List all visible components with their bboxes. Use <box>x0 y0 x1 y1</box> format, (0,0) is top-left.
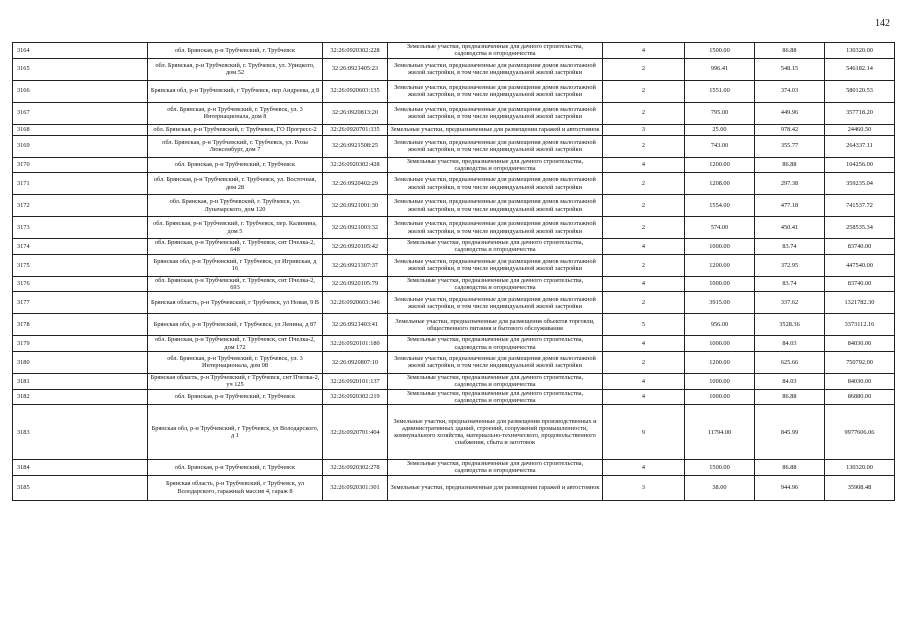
table-row <box>13 217 895 239</box>
address-cell: обл. Брянская, р-н Трубчевский, г. Трубчевск <box>148 43 323 59</box>
purpose-code-cell: 4 <box>603 43 685 59</box>
area-cell: 574.00 <box>685 217 755 239</box>
purpose-code-cell: 2 <box>603 135 685 157</box>
purpose-code-cell: 2 <box>603 173 685 195</box>
specific-value-cell: 297.38 <box>755 173 825 195</box>
area-cell: 743.00 <box>685 135 755 157</box>
row-number-cell: 3167 <box>13 102 148 124</box>
area-cell: 1200.00 <box>685 254 755 276</box>
area-cell: 1551.00 <box>685 80 755 102</box>
table-row <box>13 254 895 276</box>
cadastral-number-cell: 32:26:0921405:23 <box>323 58 388 80</box>
cadastral-value-cell: 580120.53 <box>825 80 895 102</box>
purpose-code-cell: 2 <box>603 351 685 373</box>
specific-value-cell: 978.42 <box>755 124 825 135</box>
purpose-code-cell: 4 <box>603 389 685 405</box>
address-cell: обл. Брянская, р-н Трубчевский, г. Трубчевск <box>148 389 323 405</box>
address-cell: обл. Брянская, р-н Трубчевский, г. Трубчевск <box>148 460 323 476</box>
cadastral-value-cell: 359235.04 <box>825 173 895 195</box>
cadastral-value-cell: 35908.48 <box>825 475 895 500</box>
purpose-code-cell: 2 <box>603 254 685 276</box>
area-cell: 1000.00 <box>685 373 755 389</box>
land-purpose-cell: Земельные участки, предназначенные для размещения домов малоэтажной жилой застройки, в том числе индивидуальной жилой застройки <box>388 217 603 239</box>
area-cell: 1500.00 <box>685 43 755 59</box>
specific-value-cell: 84.03 <box>755 373 825 389</box>
table-row <box>13 314 895 336</box>
purpose-code-cell: 2 <box>603 80 685 102</box>
address-cell: обл. Брянская, р-н Трубчевский, г. Трубчевск, ул. 3 Интернационала, дом 8 <box>148 102 323 124</box>
specific-value-cell: 625.66 <box>755 351 825 373</box>
cadastral-number-cell: 32:26:0920701:335 <box>323 124 388 135</box>
specific-value-cell: 450.41 <box>755 217 825 239</box>
area-cell: 1200.00 <box>685 157 755 173</box>
specific-value-cell: 845.99 <box>755 405 825 460</box>
cadastral-number-cell: 32:26:0920302:428 <box>323 157 388 173</box>
cadastral-number-cell: 32:26:0920101:137 <box>323 373 388 389</box>
specific-value-cell: 355.77 <box>755 135 825 157</box>
row-number-cell: 3177 <box>13 292 148 314</box>
address-cell: Брянская обл, р-н Трубчевский, г Трубчевск, ул Ленина, д 87 <box>148 314 323 336</box>
cadastral-value-cell: 357718.20 <box>825 102 895 124</box>
cadastral-value-cell: 546182.14 <box>825 58 895 80</box>
row-number-cell: 3178 <box>13 314 148 336</box>
purpose-code-cell: 9 <box>603 405 685 460</box>
row-number-cell: 3168 <box>13 124 148 135</box>
land-parcel-table <box>12 42 895 501</box>
specific-value-cell: 83.74 <box>755 239 825 255</box>
row-number-cell: 3181 <box>13 373 148 389</box>
row-number-cell: 3176 <box>13 276 148 292</box>
table-row <box>13 195 895 217</box>
area-cell: 1000.00 <box>685 239 755 255</box>
cadastral-value-cell: 84030.00 <box>825 336 895 352</box>
address-cell: обл. Брянская, р-н Трубчевский, г. Трубчевск, ул. Восточная, дом 28 <box>148 173 323 195</box>
row-number-cell: 3179 <box>13 336 148 352</box>
area-cell: 956.00 <box>685 314 755 336</box>
cadastral-number-cell: 32:26:0921403:41 <box>323 314 388 336</box>
land-purpose-cell: Земельные участки, предназначенные для размещения производственных и административных зданий, строений, сооружений промышленности, коммунального хозяйства, материально-технического, продовольственного снабжения, сбыта и заготовок <box>388 405 603 460</box>
area-cell: 25.00 <box>685 124 755 135</box>
table-row <box>13 351 895 373</box>
area-cell: 11794.00 <box>685 405 755 460</box>
cadastral-value-cell: 9977606.06 <box>825 405 895 460</box>
cadastral-number-cell: 32:26:0921001:30 <box>323 195 388 217</box>
table-row <box>13 276 895 292</box>
address-cell: обл. Брянская, р-н Трубчевский, г. Трубчевск <box>148 157 323 173</box>
land-purpose-cell: Земельные участки, предназначенные для размещения домов малоэтажной жилой застройки, в том числе индивидуальной жилой застройки <box>388 173 603 195</box>
area-cell: 1200.00 <box>685 351 755 373</box>
specific-value-cell: 374.03 <box>755 80 825 102</box>
land-purpose-cell: Земельные участки, предназначенные для дачного строительства, садоводства и огородничества <box>388 336 603 352</box>
cadastral-value-cell: 84030.00 <box>825 373 895 389</box>
specific-value-cell: 86.88 <box>755 43 825 59</box>
cadastral-number-cell: 32:26:0920301:301 <box>323 475 388 500</box>
specific-value-cell: 86.88 <box>755 389 825 405</box>
address-cell: обл. Брянская, р-н Трубчевский, г. Трубчевск, снт Пчелка-2, 693 <box>148 276 323 292</box>
table-row <box>13 389 895 405</box>
purpose-code-cell: 2 <box>603 58 685 80</box>
purpose-code-cell: 5 <box>603 314 685 336</box>
address-cell: Брянская обл, р-н Трубчевский, г Трубчевск, пер Андреева, д 8 <box>148 80 323 102</box>
cadastral-number-cell: 32:26:0921508:25 <box>323 135 388 157</box>
land-purpose-cell: Земельные участки, предназначенные для размещения гаражей и автостоянок <box>388 124 603 135</box>
area-cell: 1000.00 <box>685 276 755 292</box>
specific-value-cell: 449.96 <box>755 102 825 124</box>
address-cell: Брянская область, р-н Трубчевский, г Трубчевск, ул Новая, 9 В <box>148 292 323 314</box>
cadastral-value-cell: 130320.00 <box>825 460 895 476</box>
cadastral-number-cell: 32:26:0920101:180 <box>323 336 388 352</box>
specific-value-cell: 86.88 <box>755 157 825 173</box>
address-cell: обл. Брянская, р-н Трубчевский, г. Трубчевск, ул. Розы Люксембург, дом 7 <box>148 135 323 157</box>
cadastral-number-cell: 32:26:0920402:29 <box>323 173 388 195</box>
table-row <box>13 336 895 352</box>
address-cell: обл. Брянская, р-н Трубчевский, г. Трубчевск, ГО Прогресс-2 <box>148 124 323 135</box>
row-number-cell: 3175 <box>13 254 148 276</box>
address-cell: обл. Брянская, р-н Трубчевский, г. Трубчевск, ул. Луначарского, дом 120 <box>148 195 323 217</box>
area-cell: 1500.00 <box>685 460 755 476</box>
purpose-code-cell: 4 <box>603 157 685 173</box>
row-number-cell: 3165 <box>13 58 148 80</box>
land-purpose-cell: Земельные участки, предназначенные для дачного строительства, садоводства и огородничества <box>388 460 603 476</box>
specific-value-cell: 84.03 <box>755 336 825 352</box>
table-row <box>13 460 895 476</box>
row-number-cell: 3172 <box>13 195 148 217</box>
table-row <box>13 58 895 80</box>
row-number-cell: 3164 <box>13 43 148 59</box>
purpose-code-cell: 4 <box>603 373 685 389</box>
area-cell: 38.00 <box>685 475 755 500</box>
table-row <box>13 43 895 59</box>
cadastral-value-cell: 264337.11 <box>825 135 895 157</box>
land-purpose-cell: Земельные участки, предназначенные для дачного строительства, садоводства и огородничества <box>388 239 603 255</box>
specific-value-cell: 3528.36 <box>755 314 825 336</box>
cadastral-number-cell: 32:26:0920603:135 <box>323 80 388 102</box>
page-number: 142 <box>875 18 890 29</box>
land-purpose-cell: Земельные участки, предназначенные для размещения домов малоэтажной жилой застройки, в том числе индивидуальной жилой застройки <box>388 195 603 217</box>
land-purpose-cell: Земельные участки, предназначенные для дачного строительства, садоводства и огородничества <box>388 157 603 173</box>
table-row <box>13 405 895 460</box>
land-purpose-cell: Земельные участки, предназначенные для размещения домов малоэтажной жилой застройки, в том числе индивидуальной жилой застройки <box>388 135 603 157</box>
land-purpose-cell: Земельные участки, предназначенные для дачного строительства, садоводства и огородничества <box>388 43 603 59</box>
land-purpose-cell: Земельные участки, предназначенные для размещения домов малоэтажной жилой застройки, в том числе индивидуальной жилой застройки <box>388 80 603 102</box>
area-cell: 1000.00 <box>685 336 755 352</box>
cadastral-number-cell: 32:26:0920302:228 <box>323 43 388 59</box>
specific-value-cell: 337.62 <box>755 292 825 314</box>
specific-value-cell: 944.96 <box>755 475 825 500</box>
address-cell: обл. Брянская, р-н Трубчевский, г. Трубчевск, ул. 3 Интернационала, дом 98 <box>148 351 323 373</box>
cadastral-value-cell: 447540.00 <box>825 254 895 276</box>
cadastral-value-cell: 1321782.30 <box>825 292 895 314</box>
purpose-code-cell: 2 <box>603 292 685 314</box>
cadastral-value-cell: 83740.00 <box>825 239 895 255</box>
table-row <box>13 80 895 102</box>
purpose-code-cell: 3 <box>603 475 685 500</box>
land-purpose-cell: Земельные участки, предназначенные для дачного строительства, садоводства и огородничества <box>388 276 603 292</box>
table-row <box>13 239 895 255</box>
cadastral-value-cell: 130320.00 <box>825 43 895 59</box>
row-number-cell: 3185 <box>13 475 148 500</box>
purpose-code-cell: 4 <box>603 239 685 255</box>
cadastral-value-cell: 258535.34 <box>825 217 895 239</box>
row-number-cell: 3169 <box>13 135 148 157</box>
purpose-code-cell: 2 <box>603 102 685 124</box>
address-cell: обл. Брянская, р-н Трубчевский, г. Трубчевск, ул. Урицкого, дом 52 <box>148 58 323 80</box>
row-number-cell: 3170 <box>13 157 148 173</box>
specific-value-cell: 86.88 <box>755 460 825 476</box>
cadastral-value-cell: 83740.00 <box>825 276 895 292</box>
land-purpose-cell: Земельные участки, предназначенные для размещения домов малоэтажной жилой застройки, в том числе индивидуальной жилой застройки <box>388 58 603 80</box>
cadastral-number-cell: 32:26:0920105:42 <box>323 239 388 255</box>
row-number-cell: 3174 <box>13 239 148 255</box>
cadastral-value-cell: 741537.72 <box>825 195 895 217</box>
area-cell: 3915.00 <box>685 292 755 314</box>
cadastral-value-cell: 86880.00 <box>825 389 895 405</box>
purpose-code-cell: 2 <box>603 217 685 239</box>
address-cell: обл. Брянская, р-н Трубчевский, г. Трубчевск, снт Пчелка-2, дом 172 <box>148 336 323 352</box>
specific-value-cell: 477.18 <box>755 195 825 217</box>
cadastral-value-cell: 24460.50 <box>825 124 895 135</box>
address-cell: Брянская обл, р-н Трубчевский, г Трубчевск, ул Володарского, д 1 <box>148 405 323 460</box>
row-number-cell: 3184 <box>13 460 148 476</box>
table-row <box>13 102 895 124</box>
land-purpose-cell: Земельные участки, предназначенные для размещения объектов торговли, общественного питания и бытового обслуживания <box>388 314 603 336</box>
address-cell: обл. Брянская, р-н Трубчевский, г. Трубчевск, снт Пчелка-2, 648 <box>148 239 323 255</box>
purpose-code-cell: 4 <box>603 276 685 292</box>
land-purpose-cell: Земельные участки, предназначенные для размещения гаражей и автостоянок <box>388 475 603 500</box>
cadastral-number-cell: 32:26:0920302:219 <box>323 389 388 405</box>
purpose-code-cell: 4 <box>603 460 685 476</box>
specific-value-cell: 372.95 <box>755 254 825 276</box>
cadastral-number-cell: 32:26:0921307:37 <box>323 254 388 276</box>
cadastral-number-cell: 32:26:0920603:346 <box>323 292 388 314</box>
address-cell: Брянская обл, р-н Трубчевский, г Трубчевск, ул Игривская, д 16 <box>148 254 323 276</box>
table-row <box>13 173 895 195</box>
row-number-cell: 3173 <box>13 217 148 239</box>
table-row <box>13 124 895 135</box>
cadastral-number-cell: 32:26:0920807:10 <box>323 351 388 373</box>
address-cell: Брянская область, р-н Трубчевский, г Трубчевск, ул Володарского, гаражный массив 4, гараж 8 <box>148 475 323 500</box>
table-row <box>13 475 895 500</box>
cadastral-value-cell: 750792.00 <box>825 351 895 373</box>
table-row <box>13 135 895 157</box>
area-cell: 795.00 <box>685 102 755 124</box>
row-number-cell: 3166 <box>13 80 148 102</box>
row-number-cell: 3183 <box>13 405 148 460</box>
cadastral-number-cell: 32:26:0920701:404 <box>323 405 388 460</box>
table-row <box>13 292 895 314</box>
purpose-code-cell: 2 <box>603 195 685 217</box>
cadastral-number-cell: 32:26:0920302:278 <box>323 460 388 476</box>
row-number-cell: 3180 <box>13 351 148 373</box>
cadastral-value-cell: 104256.00 <box>825 157 895 173</box>
land-purpose-cell: Земельные участки, предназначенные для дачного строительства, садоводства и огородничества <box>388 373 603 389</box>
purpose-code-cell: 3 <box>603 124 685 135</box>
address-cell: обл. Брянская, р-н Трубчевский, г. Трубчевск, пер. Калинина, дом 5 <box>148 217 323 239</box>
specific-value-cell: 548.15 <box>755 58 825 80</box>
land-purpose-cell: Земельные участки, предназначенные для размещения домов малоэтажной жилой застройки, в том числе индивидуальной жилой застройки <box>388 254 603 276</box>
cadastral-number-cell: 32:26:0921003:32 <box>323 217 388 239</box>
address-cell: Брянская область, р-н Трубчевский, г Трубчевск, снт Пчелка-2, уч 125 <box>148 373 323 389</box>
table-row <box>13 373 895 389</box>
row-number-cell: 3182 <box>13 389 148 405</box>
land-purpose-cell: Земельные участки, предназначенные для размещения домов малоэтажной жилой застройки, в том числе индивидуальной жилой застройки <box>388 102 603 124</box>
table-body <box>13 43 895 501</box>
area-cell: 1554.00 <box>685 195 755 217</box>
area-cell: 1000.00 <box>685 389 755 405</box>
land-purpose-cell: Земельные участки, предназначенные для размещения домов малоэтажной жилой застройки, в том числе индивидуальной жилой застройки <box>388 351 603 373</box>
cadastral-number-cell: 32:26:0920813:20 <box>323 102 388 124</box>
purpose-code-cell: 4 <box>603 336 685 352</box>
land-purpose-cell: Земельные участки, предназначенные для размещения домов малоэтажной жилой застройки, в том числе индивидуальной жилой застройки <box>388 292 603 314</box>
specific-value-cell: 83.74 <box>755 276 825 292</box>
cadastral-number-cell: 32:26:0920105:79 <box>323 276 388 292</box>
area-cell: 1208.00 <box>685 173 755 195</box>
table-row <box>13 157 895 173</box>
land-purpose-cell: Земельные участки, предназначенные для дачного строительства, садоводства и огородничества <box>388 389 603 405</box>
row-number-cell: 3171 <box>13 173 148 195</box>
cadastral-value-cell: 3373112.16 <box>825 314 895 336</box>
area-cell: 996.41 <box>685 58 755 80</box>
